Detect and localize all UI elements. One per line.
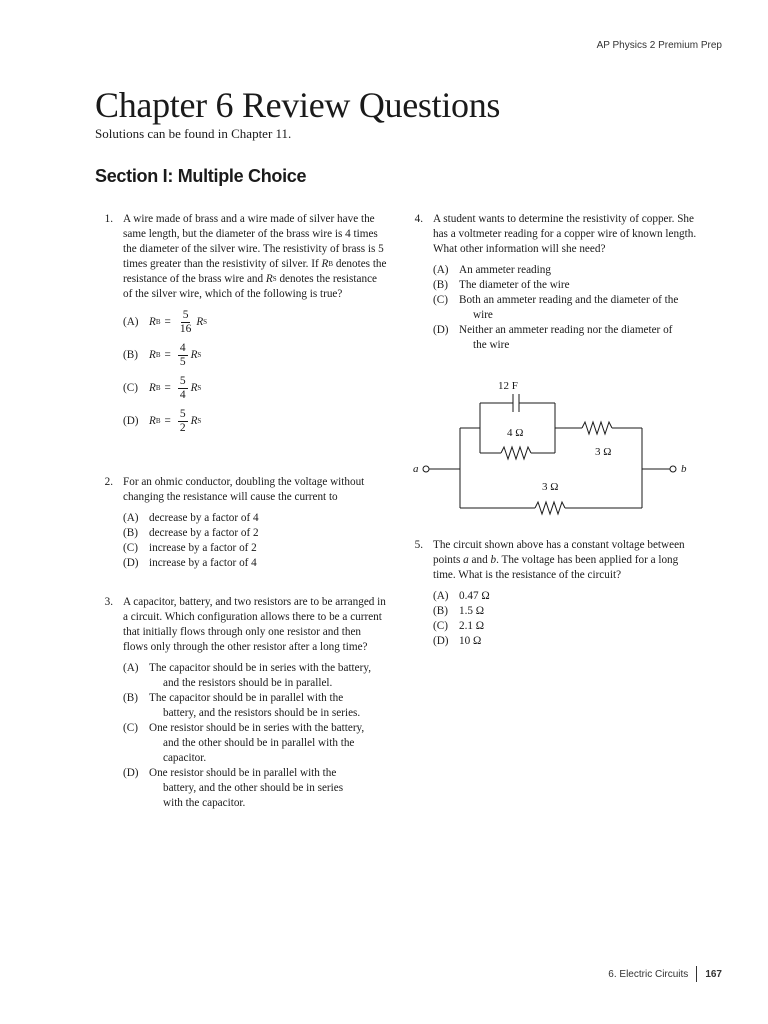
- option-c[interactable]: (C) 2.1 Ω: [433, 620, 485, 632]
- question-number: 4.: [414, 213, 423, 225]
- option-c[interactable]: (C) One resistor should be in series with the battery, and the other should be in parallel with the capacitor.: [123, 722, 365, 764]
- resistor-4-ohm: [501, 447, 531, 459]
- option-b[interactable]: (B) R B = $\frac{4}{5}$ R S: [123, 342, 202, 368]
- option-a[interactable]: (A) The capacitor should be in series with the battery, and the resistors should be in parallel.: [123, 662, 372, 689]
- option-d[interactable]: (D) increase by a factor of 4: [123, 557, 257, 569]
- option-c[interactable]: (C) Both an ammeter reading and the diameter of the wire: [433, 294, 679, 321]
- option-b[interactable]: (B) The diameter of the wire: [433, 279, 570, 291]
- question-5: [407, 538, 702, 649]
- question-stem: A wire made of brass and a wire made of silver have the same length, but the diameter of the brass wire is 4 times the diameter of the silver wire. The resistivity of brass is 5 times greater than the resistivity of silver. If R B denotes the resistance of the brass wire and R S denotes the resistance of the silver wire, which of the following is true?: [123, 213, 387, 300]
- option-a[interactable]: (A) An ammeter reading: [433, 264, 551, 276]
- answer-options: [123, 661, 397, 811]
- option-d[interactable]: (D) Neither an ammeter reading nor the diameter of the wire: [433, 324, 673, 351]
- footer-divider: [696, 966, 697, 982]
- question-2: [97, 475, 387, 571]
- answer-options: [123, 511, 387, 571]
- option-d[interactable]: (D) One resistor should be in parallel with the battery, and the other should be in series with the capacitor.: [123, 767, 344, 809]
- footer-chapter: 6. Electric Circuits: [608, 968, 689, 980]
- section-heading: Section I: Multiple Choice: [95, 166, 307, 186]
- option-a[interactable]: (A) R B = $\frac{5}{16}$ R S: [123, 309, 208, 335]
- question-stem: A student wants to determine the resistivity of copper. She has a voltmeter reading for a copper wire of known length. What other information will she need?: [433, 213, 697, 255]
- option-a[interactable]: (A) decrease by a factor of 4: [123, 512, 259, 524]
- option-b[interactable]: (B) The capacitor should be in parallel with the battery, and the resistors should be in series.: [123, 692, 361, 719]
- question-stem: For an ohmic conductor, doubling the voltage without changing the resistance will cause the current to: [123, 476, 365, 503]
- terminal-a-label: a: [413, 463, 419, 475]
- chapter-title: Chapter 6 Review Questions: [95, 85, 501, 125]
- resistor-3-ohm-top: [582, 422, 612, 434]
- resistor-3-ohm-bottom-label: 3 Ω: [542, 481, 559, 493]
- page-number: 167: [705, 968, 722, 980]
- running-header: AP Physics 2 Premium Prep: [596, 40, 722, 51]
- question-number: 3.: [104, 596, 113, 608]
- capacitor-label: 12 F: [498, 380, 518, 392]
- resistor-3-ohm-top-label: 3 Ω: [595, 446, 612, 458]
- question-number: 1.: [104, 213, 113, 225]
- option-a[interactable]: (A) 0.47 Ω: [433, 590, 490, 602]
- answer-options: [433, 589, 702, 649]
- option-b[interactable]: (B) 1.5 Ω: [433, 605, 485, 617]
- terminal-a-node: [423, 466, 429, 472]
- answer-options: [123, 306, 387, 438]
- resistor-4-ohm-label: 4 Ω: [507, 427, 524, 439]
- resistor-3-ohm-bottom: [535, 502, 565, 514]
- terminal-b-node: [670, 466, 676, 472]
- option-d[interactable]: (D) R B = $\frac{5}{2}$ R S: [123, 408, 202, 434]
- answer-options: [433, 263, 702, 353]
- solutions-note: Solutions can be found in Chapter 11.: [95, 126, 292, 141]
- question-stem: The circuit shown above has a constant voltage between points a and b. The voltage has been applied for a long time. What is the resistance of the circuit?: [433, 539, 685, 581]
- option-c[interactable]: (C) increase by a factor of 2: [123, 542, 257, 554]
- question-3: [97, 595, 397, 811]
- option-c[interactable]: (C) R B = $\frac{5}{4}$ R S: [123, 375, 202, 401]
- question-number: 5.: [414, 539, 423, 551]
- question-1: [97, 212, 387, 438]
- question-4: [407, 212, 702, 353]
- question-number: 2.: [104, 476, 113, 488]
- question-stem: A capacitor, battery, and two resistors are to be arranged in a circuit. Which configuration allows there to be a current that initially flows through only one resistor and then flows only through the other resistor after a long time?: [123, 596, 386, 653]
- option-d[interactable]: (D) 10 Ω: [433, 635, 482, 647]
- circuit-diagram: [408, 374, 698, 530]
- page-footer: [608, 966, 722, 982]
- option-b[interactable]: (B) decrease by a factor of 2: [123, 527, 259, 539]
- terminal-b-label: b: [681, 463, 687, 475]
